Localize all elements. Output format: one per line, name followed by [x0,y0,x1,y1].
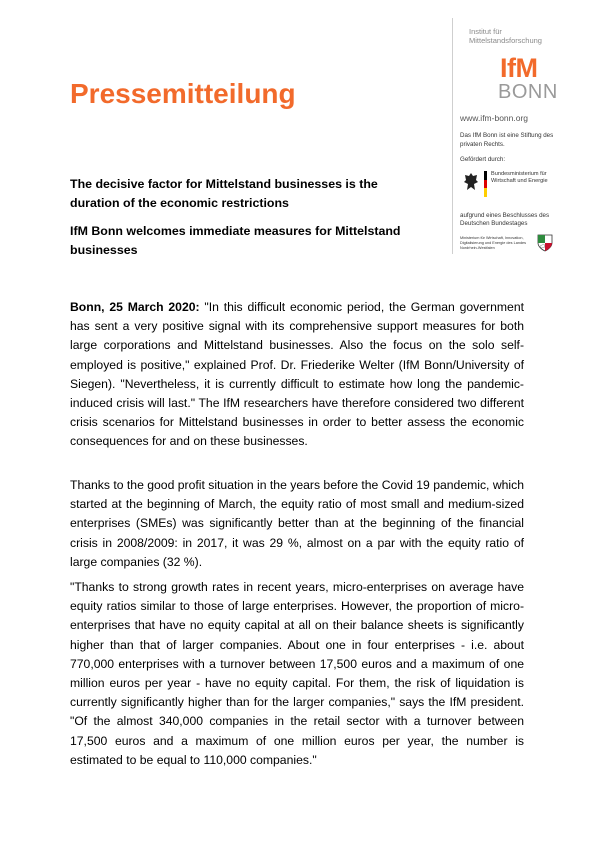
sidebar [452,18,572,254]
paragraph-3: "Thanks to strong growth rates in recent years, micro-enterprises on average have equity ratios similar to those of large enterprises. However, the proportion of micro-enterprises that have no equity capital at all on their balance sheets is significantly higher than that of larger companies. About one in four enterprises - i.e. about 770,000 enterprises with a turnover between 17,500 euros and a maximum of one million euros per year - have no equity capital. For them, the risk of liquidation is currently significantly higher than for the larger companies," says the IfM president. "Of the almost 340,000 companies in the retail sector with a turnover between 17,500 euros and a maximum of one million euros per year, the number is estimated to be equal to 110,000 companies." [70,580,524,767]
paragraph-1 [70,298,524,452]
paragraph-1-text: "In this difficult economic period, the German government has sent a very positive signal with its comprehensive support measures for both large corporations and Mittelstand businesses. Also the focus on the solo self-employed is positive," explained Prof. Dr. Friederike Welter (IfM Bonn/University of Siegen). "Nevertheless, it is currently difficult to estimate how long the pandemic-induced crisis will last." The IfM researchers have therefore considered two different crisis scenarios for Mittelstand businesses in order to better assess the economic consequences for and on these businesses. [70,300,524,449]
bundestag-note: aufgrund eines Beschlusses des Deutschen Bundestages [460,212,550,227]
nrw-coat-of-arms-icon [536,234,554,252]
funded-by-label: Gefördert durch: [460,156,506,163]
nrw-ministry-logo [460,234,570,254]
paragraph-2: Thanks to the good profit situation in the years before the Covid 19 pandemic, which started at the beginning of March, the equity ratio of most small and medium-sized enterprises (SMEs) was significantly better than at the beginning of the financial crisis in 2008/2009: in 2017, it was 29 %, almost on a par with the equity ratio of large companies (32 %). [70,478,524,569]
institute-name [469,27,569,45]
german-flag-icon [484,171,487,197]
ministry-name: Bundesministerium für Wirtschaft und Energie [491,171,548,185]
subheadline: IfM Bonn welcomes immediate measures for Mittelstand businesses [70,224,401,257]
institute-line: Institut für [469,27,502,36]
sidebar-divider [452,18,453,254]
institute-line: Mittelstandsforschung [469,36,542,45]
dateline: Bonn, 25 March 2020: [70,300,200,314]
website-link[interactable]: www.ifm-bonn.org [460,113,529,123]
page-title: Pressemitteilung [70,78,296,109]
ministry-logo [460,170,570,204]
headline: The decisive factor for Mittelstand businesses is the duration of the economic restrictions [70,177,378,210]
ifm-logo: IfM [500,53,538,83]
bonn-logo: BONN [498,81,558,103]
federal-eagle-icon [463,172,479,194]
nrw-ministry-name: Ministerium für Wirtschaft, Innovation, Digitalisierung und Energie des Landes Nordrhein-Westfalen [460,236,527,250]
foundation-note: Das IfM Bonn ist eine Stiftung des privaten Rechts. [460,132,554,148]
